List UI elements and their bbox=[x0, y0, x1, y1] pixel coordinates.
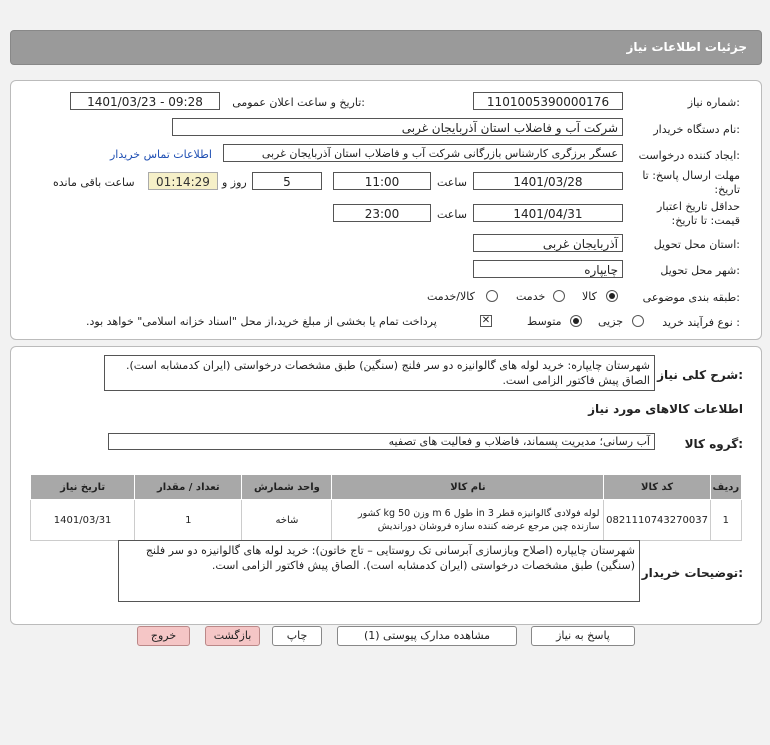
payment-note: پرداخت تمام یا بخشی از مبلغ خرید،از محل "اسناد خزانه اسلامی" خواهد بود. bbox=[86, 315, 437, 328]
category-goods-service-radio[interactable] bbox=[486, 290, 498, 302]
page-header bbox=[10, 30, 762, 65]
creator-label: ایجاد کننده درخواست: bbox=[638, 149, 740, 162]
cell-unit: شاخه bbox=[242, 500, 332, 541]
category-label: طبقه بندی موضوعی: bbox=[642, 291, 740, 304]
process-medium-radio[interactable] bbox=[570, 315, 582, 327]
treasury-checkbox[interactable]: ✕ bbox=[481, 315, 491, 326]
exit-button[interactable]: خروج bbox=[137, 626, 190, 646]
goods-group-field: آب رسانی؛ مدیریت پسماند، فاضلاب و فعالیت های تصفیه bbox=[108, 433, 655, 450]
validity-date-field: 1401/04/31 bbox=[473, 204, 623, 222]
category-service-label: خدمت bbox=[516, 290, 546, 303]
page-title: جزئیات اطلاعات نیاز bbox=[626, 40, 747, 54]
creator-field: عسگر برزگری کارشناس بازرگانی شرکت آب و فاضلاب استان آذربایجان غربی bbox=[223, 144, 623, 162]
validity-label: حداقل تاریخ اعتبار قیمت: تا تاریخ: bbox=[656, 200, 740, 227]
goods-table-header bbox=[31, 475, 742, 500]
table-row bbox=[31, 500, 742, 541]
buyer-notes-label: توضیحات خریدار: bbox=[641, 566, 743, 580]
process-label: نوع فرآیند خرید : bbox=[662, 316, 740, 329]
remaining-label: ساعت باقی مانده bbox=[53, 176, 135, 189]
city-label: شهر محل تحویل: bbox=[660, 264, 740, 277]
deadline-time-field: 11:00 bbox=[333, 172, 431, 190]
cell-qty: 1 bbox=[135, 500, 242, 541]
col-name-header: نام کالا bbox=[332, 475, 604, 500]
need-number-label: شماره نیاز: bbox=[687, 96, 740, 109]
goods-table bbox=[30, 474, 742, 541]
cell-row: 1 bbox=[710, 500, 741, 541]
days-label: روز و bbox=[222, 176, 247, 189]
category-goods-service-label: کالا/خدمت bbox=[427, 290, 475, 303]
buyer-org-field: شرکت آب و فاضلاب استان آذربایجان غربی bbox=[172, 118, 623, 136]
goods-section-title: اطلاعات کالاهای مورد نیاز bbox=[588, 402, 743, 416]
announce-field: 1401/03/23 - 09:28 bbox=[70, 92, 220, 110]
province-field: آذربایجان غربی bbox=[473, 234, 623, 252]
category-service-radio[interactable] bbox=[553, 290, 565, 302]
col-date-header: تاریخ نیاز bbox=[31, 475, 135, 500]
col-code-header: کد کالا bbox=[604, 475, 710, 500]
reply-button[interactable]: پاسخ به نیاز bbox=[531, 626, 635, 646]
col-unit-header: واحد شمارش bbox=[242, 475, 332, 500]
goods-group-label: گروه کالا: bbox=[684, 437, 743, 451]
buyer-org-label: نام دستگاه خریدار: bbox=[653, 123, 740, 136]
process-medium-label: متوسط bbox=[527, 315, 562, 328]
deadline-date-field: 1401/03/28 bbox=[473, 172, 623, 190]
cell-code: 0821110743270037 bbox=[604, 500, 710, 541]
summary-label: شرح کلی نیاز: bbox=[657, 368, 743, 382]
province-label: استان محل تحویل: bbox=[653, 238, 740, 251]
deadline-time-label: ساعت bbox=[437, 176, 467, 189]
print-button[interactable]: چاپ bbox=[272, 626, 322, 646]
validity-time-label: ساعت bbox=[437, 208, 467, 221]
city-field: چایپاره bbox=[473, 260, 623, 278]
announce-label: تاریخ و ساعت اعلان عمومی: bbox=[232, 96, 365, 109]
summary-box: شهرستان چایپاره: خرید لوله های گالوانیزه دو سر فلنج (سنگین) طبق مشخصات درخواستی (ایران کدمشابه است). الصاق پیش فاکتور الزامی است. bbox=[104, 355, 655, 391]
process-minor-label: جزیی bbox=[598, 315, 624, 328]
validity-time-field: 23:00 bbox=[333, 204, 431, 222]
category-goods-radio[interactable] bbox=[606, 290, 618, 302]
col-qty-header: تعداد / مقدار bbox=[135, 475, 242, 500]
cell-date: 1401/03/31 bbox=[31, 500, 135, 541]
contact-buyer-link[interactable]: اطلاعات تماس خریدار bbox=[110, 148, 212, 161]
view-attachments-button[interactable]: مشاهده مدارک پیوستی (1) bbox=[337, 626, 517, 646]
col-row-header: ردیف bbox=[710, 475, 741, 500]
category-goods-label: کالا bbox=[582, 290, 597, 303]
buyer-notes-box: شهرستان چایپاره (اصلاح وبازسازی آبرسانی تک روستایی – تاج خاتون): خرید لوله های گالوانیزه دو سر فلنج (سنگین) طبق مشخصات درخواستی (ایران کدمشابه است). الصاق پیش فاکتور الزامی است. bbox=[118, 540, 640, 602]
deadline-label: مهلت ارسال پاسخ: تا تاریخ: bbox=[642, 169, 740, 196]
cell-name: لوله فولادی گالوانیزه قطر 3 in طول 6 m وزن 50 kg کشور سازنده چین مرجع عرضه کننده سازه فروشان دوراندیش bbox=[332, 500, 604, 541]
process-minor-radio[interactable] bbox=[632, 315, 644, 327]
days-field: 5 bbox=[252, 172, 322, 190]
need-number-field: 1101005390000176 bbox=[473, 92, 623, 110]
back-button[interactable]: بازگشت bbox=[205, 626, 260, 646]
remaining-time-field: 01:14:29 bbox=[148, 172, 218, 190]
